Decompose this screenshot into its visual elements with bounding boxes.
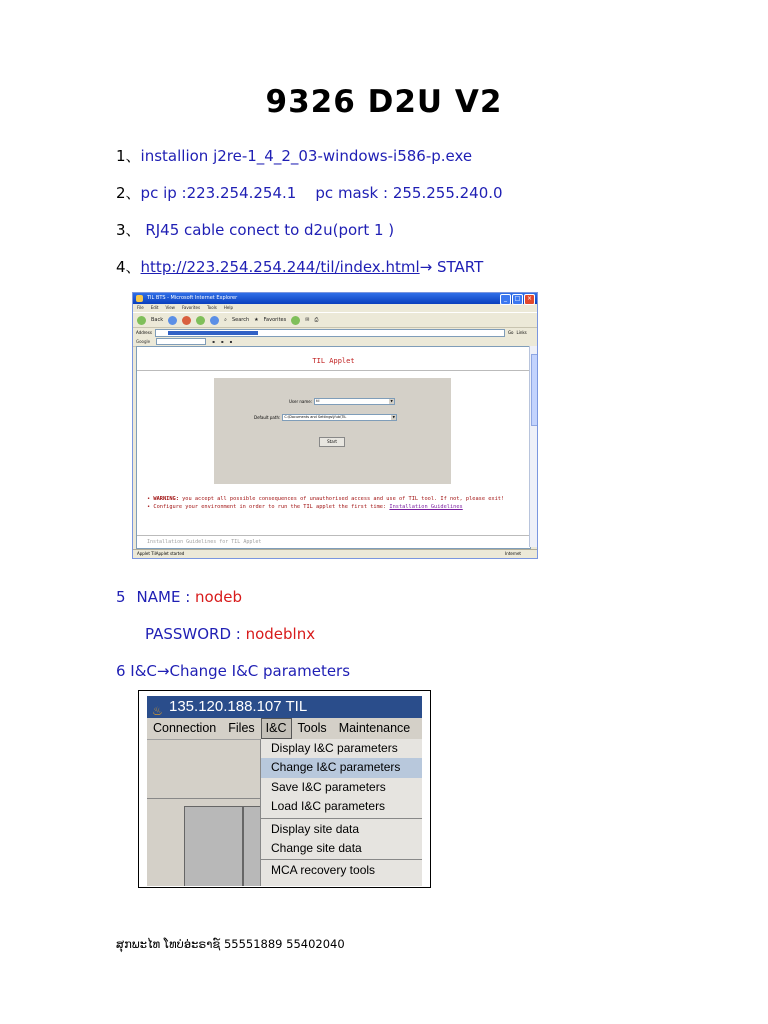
warning-item: • WARNING: you accept all possible consequences of unauthorised access and use of TIL tool. If not, please exit! [147, 496, 505, 502]
step-1-number: 1、 [116, 147, 141, 165]
document-title: 9326 D2U V2 [265, 84, 503, 120]
step-5 [116, 588, 242, 606]
ie-statusbar [133, 549, 538, 558]
ie-favorites-label[interactable]: Favorites [263, 317, 287, 323]
mail-icon[interactable]: ✉ [305, 317, 310, 323]
user-name-value: til [316, 399, 320, 403]
step-1 [116, 145, 472, 166]
til-screenshot [138, 690, 431, 888]
step-1-text: installion j2re-1_4_2_03-windows-i586-p.exe [140, 147, 473, 165]
til-titlebar [147, 696, 422, 718]
name-value: nodeb [195, 588, 243, 606]
ie-window-controls [500, 294, 535, 305]
menu-separator [261, 818, 422, 819]
til-menu-files[interactable]: Files [228, 721, 255, 735]
step-5-password [145, 625, 315, 643]
back-icon[interactable] [137, 316, 146, 325]
google-tool-icon[interactable]: ▪ [220, 339, 224, 344]
menu-item-change-site-data[interactable]: Change site data [271, 840, 362, 855]
ie-menu-favorites[interactable]: Favorites [181, 305, 201, 310]
configure-text: Configure your environment in order to run the TIL applet the first time: [153, 503, 390, 510]
menu-item-change-ic-parameters[interactable]: Change I&C parameters [261, 758, 422, 777]
chevron-down-icon[interactable]: ▼ [390, 399, 393, 403]
step-3 [116, 219, 394, 240]
password-value: nodeblnx [245, 625, 316, 643]
step-4-number: 4、 [116, 258, 141, 276]
warning-notes [147, 496, 517, 511]
ie-zone-text: Internet [505, 551, 521, 556]
ie-links-label[interactable]: Links [516, 330, 527, 335]
user-row [289, 398, 395, 405]
til-menu-connection[interactable]: Connection [153, 721, 217, 735]
start-button[interactable]: Start [319, 437, 345, 447]
default-path-label: Default path: [254, 415, 281, 420]
ie-address-bar [133, 328, 537, 337]
menu-item-load-ic-parameters[interactable]: Load I&C parameters [271, 799, 386, 814]
ic-dropdown-menu [260, 739, 422, 886]
ie-address-selection [168, 331, 258, 335]
refresh-icon[interactable] [196, 316, 205, 325]
ie-address-input[interactable] [155, 329, 505, 337]
menu-item-mca-recovery-tools[interactable]: MCA recovery tools [271, 863, 376, 878]
step-2 [116, 182, 503, 203]
cut-off-heading: Installation Guidelines for TIL Applet [147, 539, 262, 545]
step-6 [116, 662, 350, 680]
step-5-number: 5 [116, 588, 126, 606]
path-row [254, 414, 397, 421]
applet-title: TIL Applet [312, 357, 355, 365]
ie-menu-edit[interactable]: Edit [150, 305, 159, 310]
ie-scrollbar[interactable] [529, 346, 537, 547]
ie-menu-file[interactable]: File [137, 305, 144, 310]
ie-search-label[interactable]: Search [231, 317, 250, 323]
name-label: NAME : [136, 588, 196, 606]
step-4 [116, 256, 483, 277]
default-path-select[interactable] [282, 414, 397, 421]
til-menu-maintenance[interactable]: Maintenance [338, 721, 411, 735]
warning-label: WARNING: [153, 496, 179, 502]
step-2-text: pc ip :223.254.254.1 pc mask : 255.255.240.0 [140, 184, 503, 202]
user-name-label: User name: [289, 399, 313, 404]
ie-menubar [133, 304, 537, 312]
ie-address-label: Address [136, 330, 152, 335]
til-applet-panel [214, 378, 451, 484]
menu-item-display-ic-parameters[interactable]: Display I&C parameters [271, 741, 398, 755]
ie-titlebar [133, 293, 537, 304]
til-panel [184, 806, 243, 886]
footer-contact: ສຸກພະໄທ ໂທບ່ອ່ະຣາຊ໌ 55551889 55402040 [116, 937, 345, 951]
default-path-value: C:\Documents and Settings\jfub\TIL [284, 415, 347, 419]
google-search-input[interactable] [156, 338, 206, 345]
step-3-text: RJ45 cable conect to d2u(port 1 ) [140, 221, 395, 239]
google-label: Google [136, 339, 151, 344]
ie-back-label[interactable]: Back [151, 317, 164, 323]
ie-window-title: TIL BTS - Microsoft Internet Explorer [147, 295, 238, 301]
warning-text: you accept all possible consequences of unauthorised access and use of TIL tool. If not, please exit! [178, 496, 505, 502]
ie-toolbar [133, 312, 537, 328]
stop-icon[interactable] [182, 316, 191, 325]
ie-menu-view[interactable]: View [165, 305, 175, 310]
ie-content-area [136, 346, 531, 549]
google-tool-icon[interactable]: ▪ [212, 339, 215, 344]
menu-item-save-ic-parameters[interactable]: Save I&C parameters [271, 779, 386, 794]
scrollbar-thumb[interactable] [531, 354, 538, 426]
search-icon[interactable]: ⌕ [224, 317, 227, 323]
user-name-select[interactable] [314, 398, 395, 405]
step-6-text: 6 I&C→Change I&C parameters [116, 662, 351, 680]
media-icon[interactable] [291, 316, 300, 325]
til-menu-ic[interactable]: I&C [261, 718, 292, 739]
menu-item-display-site-data[interactable]: Display site data [271, 821, 360, 836]
forward-icon[interactable] [168, 316, 177, 325]
step-2-number: 2、 [116, 184, 141, 202]
home-icon[interactable] [210, 316, 219, 325]
step-4-start-text: → START [419, 258, 484, 276]
divider [137, 370, 530, 371]
divider [147, 798, 260, 799]
print-icon[interactable]: ⎙ [314, 317, 319, 323]
java-icon: ♨ [152, 704, 163, 718]
close-icon[interactable]: × [524, 294, 535, 305]
ie-menu-tools[interactable]: Tools [207, 305, 217, 310]
google-tool-icon[interactable]: ▪ [229, 339, 233, 344]
ie-screenshot [132, 292, 538, 559]
installation-guidelines-link[interactable]: Installation Guidelines [389, 503, 463, 510]
til-window-title: 135.120.188.107 TIL [169, 698, 308, 715]
minimize-icon[interactable]: _ [500, 294, 511, 305]
ie-status-text: Applet TilApplet started [137, 551, 185, 556]
ie-menu-help[interactable]: Help [223, 305, 234, 310]
ie-app-icon [136, 295, 143, 302]
til-window [147, 696, 422, 886]
configure-item: • Configure your environment in order to run the TIL applet the first time: Installation Guidelines [147, 503, 463, 510]
chevron-down-icon[interactable]: ▼ [392, 415, 395, 419]
til-menu-tools[interactable]: Tools [297, 721, 327, 735]
til-index-link[interactable]: http://223.254.254.244/til/index.html [140, 258, 420, 276]
menu-separator [261, 859, 422, 860]
ie-go-button[interactable]: Go [507, 330, 514, 335]
maximize-icon[interactable]: □ [512, 294, 523, 305]
til-menubar [147, 718, 422, 740]
password-label: PASSWORD : [145, 625, 246, 643]
favorites-icon[interactable]: ★ [254, 317, 259, 323]
step-3-number: 3、 [116, 221, 141, 239]
divider [137, 535, 530, 536]
